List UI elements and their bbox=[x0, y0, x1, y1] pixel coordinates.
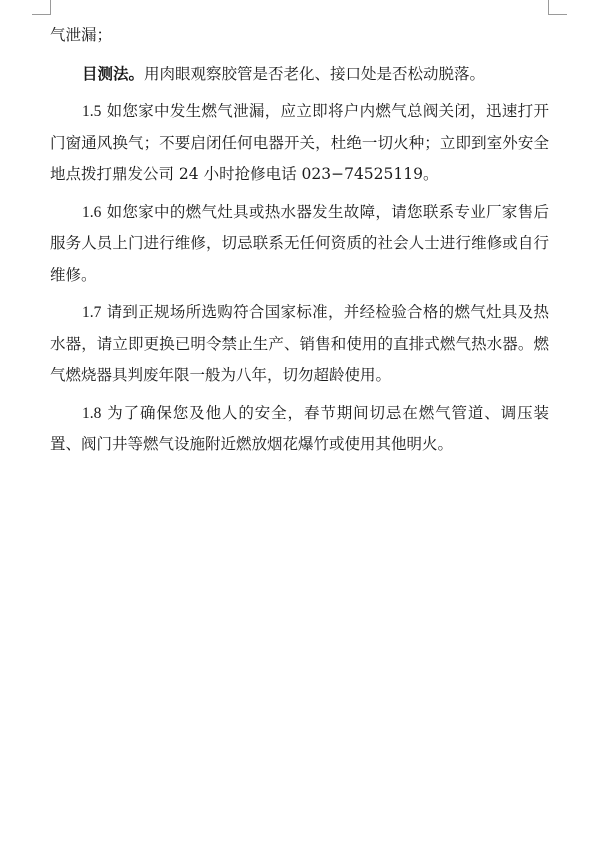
paragraph-number: 1.7 bbox=[82, 304, 102, 321]
margin-mark-top-left bbox=[32, 0, 51, 15]
paragraph-visual-inspection bbox=[50, 58, 549, 91]
document-body bbox=[50, 20, 549, 467]
paragraph-number: 1.8 bbox=[82, 404, 102, 422]
paragraph-text: 如您家中的燃气灶具或热水器发生故障，请您联系专业厂家售后服务人员上门进行维修，切忌联系无任何资质的社会人士进行维修或自行维修。 bbox=[50, 202, 549, 284]
paragraph-1-7 bbox=[50, 297, 549, 392]
paragraph-text: 如您家中发生燃气泄漏，应立即将户内燃气总阀关闭，迅速打开门窗通风换气；不要启闭任何电器开关，杜绝一切火种；立即到室外安全地点拨打鼎发公司 24 小时抢修电话 023−74525119。 bbox=[50, 102, 549, 183]
paragraph-1-8 bbox=[50, 398, 549, 461]
paragraph-text: 气泄漏； bbox=[50, 26, 113, 44]
paragraph-number: 1.5 bbox=[82, 103, 102, 120]
paragraph-text: 用肉眼观察胶管是否老化、接口处是否松动脱落。 bbox=[144, 64, 486, 83]
paragraph-lead-bold: 目测法。 bbox=[82, 63, 145, 83]
paragraph-text: 请到正规场所选购符合国家标准，并经检验合格的燃气灶具及热水器，请立即更换已明令禁止生产、销售和使用的直排式燃气热水器。燃气燃烧器具判废年限一般为八年，切勿超龄使用。 bbox=[50, 303, 549, 384]
paragraph-continuation bbox=[50, 20, 549, 52]
paragraph-1-5 bbox=[50, 96, 549, 191]
paragraph-1-6 bbox=[50, 197, 549, 292]
margin-mark-top-right bbox=[548, 0, 567, 15]
paragraph-number: 1.6 bbox=[82, 203, 102, 221]
paragraph-text: 为了确保您及他人的安全，春节期间切忌在燃气管道、调压装置、阀门井等燃气设施附近燃放烟花爆竹或使用其他明火。 bbox=[50, 403, 549, 453]
